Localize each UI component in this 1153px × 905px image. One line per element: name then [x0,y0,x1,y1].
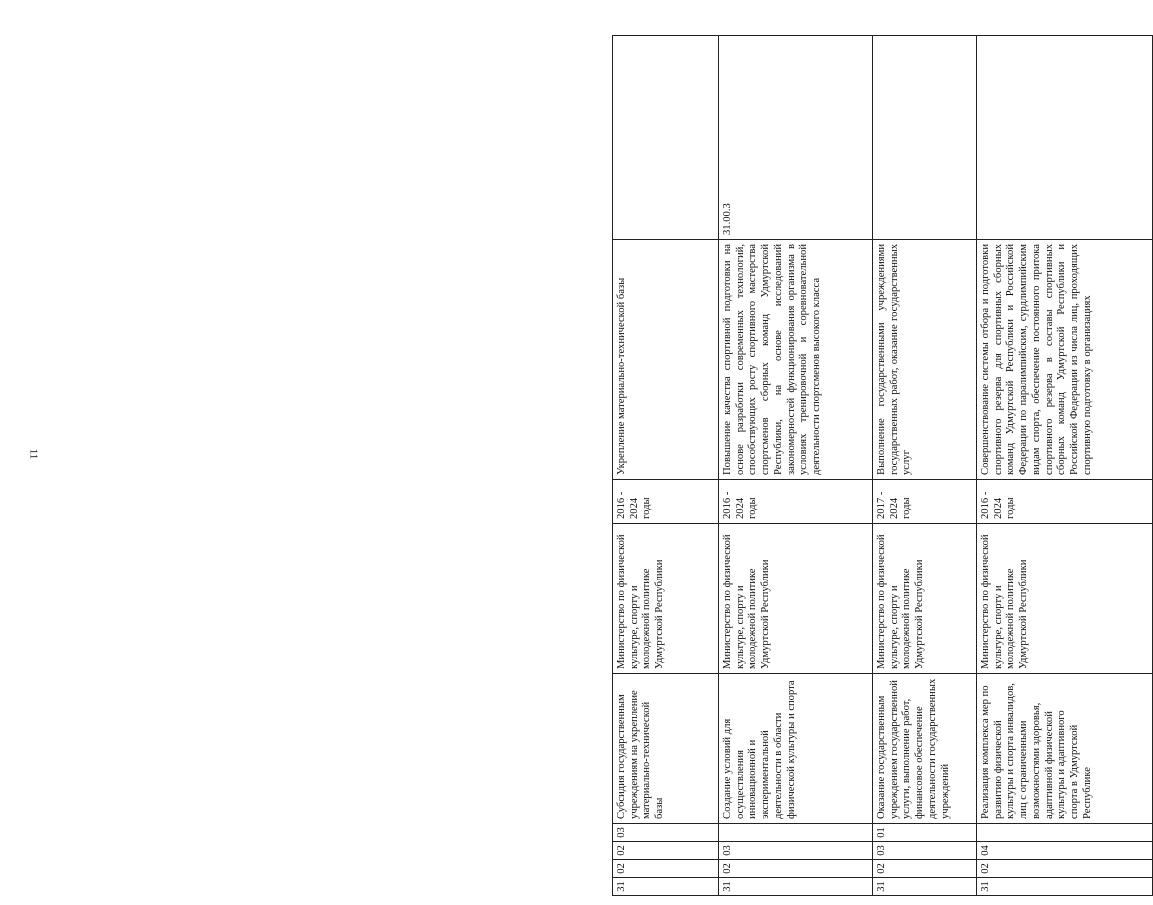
table-row [719,36,873,896]
code-om: 04 [977,842,1153,860]
table-row [977,36,1153,896]
expected-result: Укрепление материально-технической базы [613,240,719,480]
period: 2016 - 2024 годы [977,480,1153,524]
code-gp: 31 [977,878,1153,896]
period: 2016 - 2024 годы [613,480,719,524]
period: 2016 - 2024 годы [719,480,873,524]
indicator-link [873,36,977,240]
code-pp: 02 [613,860,719,878]
table-row [613,36,719,896]
code-gp: 31 [613,878,719,896]
measure-name: Создание условий для осуществления инновационной и экспериментальной деятельности в области физической культуры и спорта [719,674,873,824]
executor: Министерство по физической культуре, спорту и молодежной политике Удмуртской Республики [977,524,1153,674]
code-pp: 02 [719,860,873,878]
measure-name: Субсидия государственным учреждениям на укрепление материально-технической базы [613,674,719,824]
executor: Министерство по физической культуре, спорту и молодежной политике Удмуртской Республики [719,524,873,674]
code-pp: 02 [977,860,1153,878]
executor: Министерство по физической культуре, спорту и молодежной политике Удмуртской Республики [873,524,977,674]
code-pp: 02 [873,860,977,878]
code-om: 02 [613,842,719,860]
code-m [719,824,873,842]
expected-result: Выполнение государственными учреждениями государственных работ, оказание государственных услуг [873,240,977,480]
code-om: 03 [873,842,977,860]
code-m [977,824,1153,842]
code-gp: 31 [719,878,873,896]
indicator-link [613,36,719,240]
program-measures-table [612,35,1153,896]
expected-result: Совершенствование системы отбора и подготовки спортивного резерва для спортивных сборных команд Удмуртской Республики и Российской Федерации по паралимпийским, сурдлимпийским видам спорта, обеспечение постоянного притока спортивного резерва в составы спортивных сборных команд Удмуртской Республики и Российской Федерации из числа лиц, проходящих спортивную подготовку в организациях [977,240,1153,480]
indicator-link: 31.00.3 [719,36,873,240]
code-m: 03 [613,824,719,842]
code-om: 03 [719,842,873,860]
table-row [873,36,977,896]
period: 2017 - 2024 годы [873,480,977,524]
executor: Министерство по физической культуре, спорту и молодежной политике Удмуртской Республики [613,524,719,674]
page-number: 11 [27,448,40,460]
rotated-table-sheet [612,36,1152,896]
indicator-link [977,36,1153,240]
code-gp: 31 [873,878,977,896]
expected-result: Повышение качества спортивной подготовки на основе разработки современных технологий, способствующих росту спортивного мастерства спортсменов сборных команд Удмуртской Республики, на основе исследований закономерностей функционирования организма в условиях тренировочной и соревновательной деятельности спортсменов высокого класса [719,240,873,480]
measure-name: Реализация комплекса мер по развитию физической культуры и спорта инвалидов, лиц с ограниченными возможностями здоровья, адаптивной физической культуры и адаптивного спорта в Удмуртской Республике [977,674,1153,824]
code-m: 01 [873,824,977,842]
measure-name: Оказание государственным учреждением государственной услуги, выполнение работ, финансовое обеспечение деятельности государственных учреждений [873,674,977,824]
